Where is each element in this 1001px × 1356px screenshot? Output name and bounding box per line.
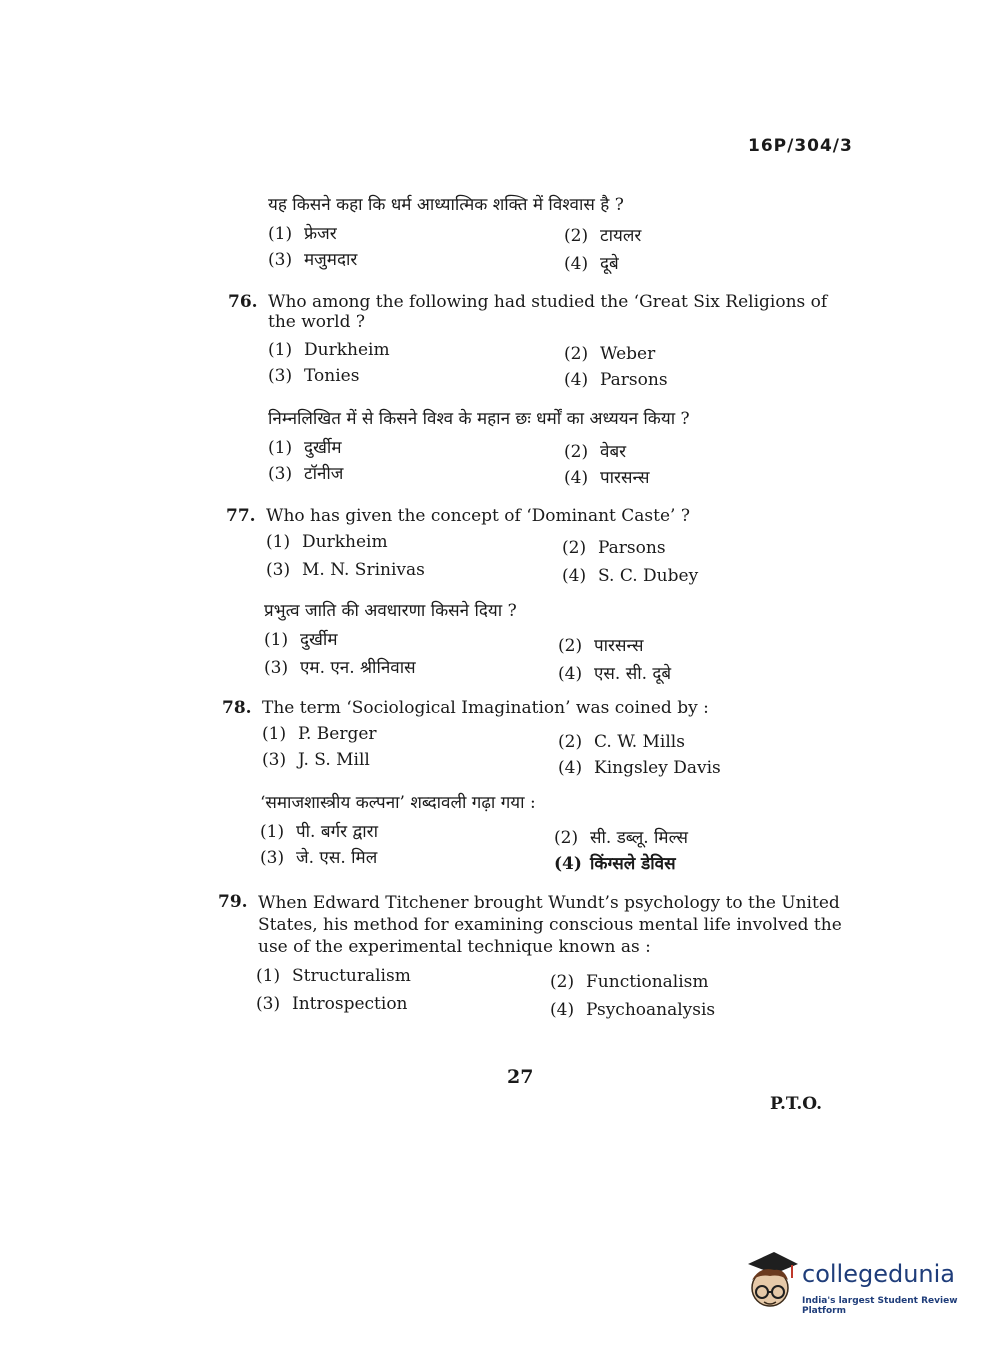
question-number: 77. xyxy=(226,506,256,526)
option-4-hi: (4) किंग्सले डेविस xyxy=(554,854,676,874)
option-3: (3) M. N. Srinivas xyxy=(266,560,425,580)
option-3: (3) मजुमदार xyxy=(268,250,358,270)
page-number: 27 xyxy=(507,1066,534,1088)
question-text: The term ‘Sociological Imagination’ was coined by : xyxy=(262,698,709,718)
option-1: (1) Structuralism xyxy=(256,966,411,986)
question-number: 79. xyxy=(218,892,248,912)
option-2: (2) Weber xyxy=(564,344,656,364)
option-4-hi: (4) पारसन्स xyxy=(564,468,650,488)
question-text: Who among the following had studied the ‘Great Six Religions of the world ? xyxy=(268,292,828,332)
option-3-hi: (3) टॉनीज xyxy=(268,464,344,484)
option-3: (3) Introspection xyxy=(256,994,408,1014)
option-1-hi: (1) दुर्खीम xyxy=(268,438,342,458)
option-1-hi: (1) दुर्खीम xyxy=(264,630,338,650)
question-number: 78. xyxy=(222,698,252,718)
option-4: (4) Kingsley Davis xyxy=(558,758,721,778)
brand-tagline: India's largest Student Review Platform xyxy=(802,1296,958,1316)
pto-label: P.T.O. xyxy=(770,1094,822,1114)
option-3-hi: (3) जे. एस. मिल xyxy=(260,848,378,868)
option-1: (1) फ्रेजर xyxy=(268,224,337,244)
option-1: (1) Durkheim xyxy=(266,532,388,552)
question-76 xyxy=(228,292,858,488)
option-2: (2) Parsons xyxy=(562,538,666,558)
collegedunia-watermark xyxy=(740,1250,980,1320)
option-2-hi: (2) वेबर xyxy=(564,442,627,462)
option-1-hi: (1) पी. बर्गर द्वारा xyxy=(260,822,379,842)
question-78 xyxy=(222,698,852,874)
question-77 xyxy=(226,506,856,684)
option-2-hi: (2) सी. डब्लू. मिल्स xyxy=(554,828,688,848)
option-3-hi: (3) एम. एन. श्रीनिवास xyxy=(264,658,416,678)
option-1: (1) Durkheim xyxy=(268,340,390,360)
option-1: (1) P. Berger xyxy=(262,724,377,744)
option-3: (3) J. S. Mill xyxy=(262,750,370,770)
question-75-hindi xyxy=(268,192,828,274)
option-2: (2) Functionalism xyxy=(550,972,709,992)
question-text: When Edward Titchener brought Wundt’s psychology to the United States, his method for examining conscious mental life involved the use of the experimental technique known as : xyxy=(258,893,842,957)
question-text-hi: यह किसने कहा कि धर्म आध्यात्मिक शक्ति में विश्वास है ? xyxy=(268,195,624,215)
question-text: Who has given the concept of ‘Dominant Caste’ ? xyxy=(266,506,690,526)
question-text-hi: ‘समाजशास्त्रीय कल्पना’ शब्दावली गढ़ा गया : xyxy=(260,793,536,813)
option-4-hi: (4) एस. सी. दूबे xyxy=(558,664,672,684)
question-number: 76. xyxy=(228,292,258,312)
option-4: (4) Psychoanalysis xyxy=(550,1000,716,1020)
question-text-hi: निम्नलिखित में से किसने विश्व के महान छः धर्मों का अध्ययन किया ? xyxy=(268,409,690,429)
question-79 xyxy=(218,892,843,1020)
option-4: (4) Parsons xyxy=(564,370,668,390)
question-text-hi: प्रभुत्व जाति की अवधारणा किसने दिया ? xyxy=(264,601,517,621)
paper-code: 16P/304/3 xyxy=(748,136,853,156)
option-4: (4) दूबे xyxy=(564,254,619,274)
brand-name: collegedunia xyxy=(802,1260,956,1288)
option-2: (2) C. W. Mills xyxy=(558,732,685,752)
option-3: (3) Tonies xyxy=(268,366,360,386)
option-2: (2) टायलर xyxy=(564,226,642,246)
option-4: (4) S. C. Dubey xyxy=(562,566,699,586)
mascot-logo-icon xyxy=(740,1250,800,1316)
option-2-hi: (2) पारसन्स xyxy=(558,636,644,656)
